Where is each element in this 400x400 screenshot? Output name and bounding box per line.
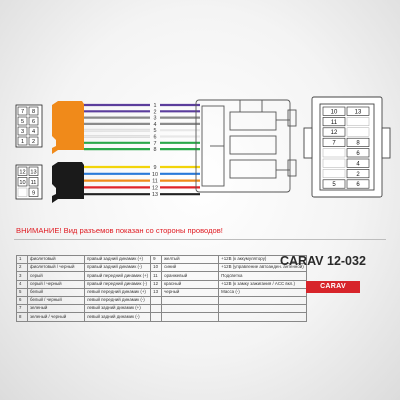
bottom-grid-pin: [29, 167, 38, 176]
black-iso-connector: [52, 162, 84, 203]
table-cell: [219, 296, 307, 304]
wire-number: 7: [153, 140, 157, 147]
table-cell: Подсветка: [219, 272, 307, 280]
divider: [14, 239, 386, 240]
car-grid-pin-label: 13: [354, 109, 362, 116]
top-grid-pin: [29, 117, 38, 125]
wire-number: 11: [152, 178, 158, 185]
table-cell: зеленый: [28, 305, 85, 313]
table-cell: 2: [17, 264, 28, 272]
bottom-grid-pin-label: 9: [31, 190, 36, 197]
top-grid-pin-label: 7: [20, 109, 25, 116]
top-grid-pin: [29, 137, 38, 145]
table-cell: [162, 313, 219, 321]
wire-number: 12: [152, 185, 158, 192]
car-grid-pin: [323, 107, 345, 115]
wire-number: 6: [153, 134, 157, 141]
wire-number: 2: [153, 109, 157, 116]
table-cell: белый: [28, 288, 85, 296]
table-row: [17, 280, 307, 288]
top-grid-pin: [18, 117, 27, 125]
car-grid-pin: [347, 159, 369, 167]
table-cell: белый / черный: [28, 296, 85, 304]
wire-number: 13: [152, 192, 158, 199]
table-cell: оранжевый: [162, 272, 219, 280]
table-cell: 12: [151, 280, 162, 288]
table-cell: 4: [17, 280, 28, 288]
car-grid-pin: [347, 138, 369, 146]
table-row: [17, 313, 307, 321]
car-grid-pin: [347, 169, 369, 177]
table-cell: 6: [17, 296, 28, 304]
bottom-grid-pin-label: 10: [19, 179, 26, 186]
car-grid-pin-label: 2: [356, 171, 360, 178]
car-grid-pin-label: 5: [332, 182, 336, 189]
table-cell: желтый: [162, 256, 219, 264]
table-row: [17, 264, 307, 272]
table-cell: [151, 296, 162, 304]
table-cell: [219, 313, 307, 321]
table-cell: синий: [162, 264, 219, 272]
table-cell: 5: [17, 288, 28, 296]
table-cell: правый задний динамик (-): [85, 264, 151, 272]
top-grid-pin-label: 1: [20, 139, 25, 146]
top-grid-pin: [29, 127, 38, 135]
table-cell: фиолетовый: [28, 256, 85, 264]
table-cell: 13: [151, 288, 162, 296]
car-grid-pin-label: 12: [330, 130, 338, 137]
table-cell: +12В (управление автоанден. антенной): [219, 264, 307, 272]
bottom-grid-pin: [18, 178, 27, 187]
car-grid-pin-label: 6: [356, 151, 360, 157]
model-title: CARAV 12-032: [280, 254, 366, 268]
table-cell: 9: [151, 256, 162, 264]
bottom-grid-pin-label: 11: [30, 179, 37, 186]
bottom-grid-pin-label: 13: [30, 169, 37, 176]
table-cell: серый: [28, 272, 85, 280]
car-grid-pin: [323, 138, 345, 146]
top-grid-pin: [18, 127, 27, 135]
table-cell: черный: [162, 288, 219, 296]
table-cell: правый задний динамик (+): [85, 256, 151, 264]
top-grid-pin: [18, 107, 27, 115]
bottom-grid-pin: [29, 178, 38, 187]
car-grid-pin-label: 10: [330, 109, 338, 116]
car-grid-pin-label: 4: [356, 161, 360, 168]
warning-text: ВНИМАНИЕ! Вид разъемов показан со стороны проводов!: [16, 226, 223, 235]
car-grid-pin: [347, 180, 369, 188]
orange-iso-connector: [52, 101, 84, 154]
table-cell: левый задний динамик (+): [85, 305, 151, 313]
top-grid-pin-label: 3: [20, 129, 25, 136]
table-cell: 8: [17, 313, 28, 321]
car-grid-pin-label: 8: [356, 140, 360, 147]
bottom-grid-pin-label: 12: [19, 169, 26, 176]
table-cell: [219, 305, 307, 313]
car-plug-outline: [196, 100, 296, 192]
table-cell: [162, 296, 219, 304]
table-cell: правый передний динамик (+): [85, 272, 151, 280]
table-cell: 10: [151, 264, 162, 272]
car-grid-pin: [347, 107, 369, 115]
table-cell: 7: [17, 305, 28, 313]
table-cell: фиолетовый / черный: [28, 264, 85, 272]
table-cell: левый передний динамик (+): [85, 288, 151, 296]
car-connector-face: [304, 97, 390, 197]
car-grid-pin-label: 7: [332, 140, 336, 147]
table-cell: левый передний динамик (-): [85, 296, 151, 304]
car-grid-pin: [323, 180, 345, 188]
bottom-grid-pin: [29, 188, 38, 197]
wire-5: [84, 129, 200, 131]
wire-number: 5: [153, 128, 157, 135]
table-cell: 11: [151, 272, 162, 280]
table-cell: красный: [162, 280, 219, 288]
top-grid-pin: [18, 137, 27, 145]
wire-number: 4: [153, 121, 157, 128]
table-row: [17, 288, 307, 296]
table-cell: 1: [17, 256, 28, 264]
table-cell: правый передний динамик (-): [85, 280, 151, 288]
bottom-grid-pin: [18, 167, 27, 176]
car-grid-pin: [323, 117, 345, 125]
wire-number: 10: [152, 171, 158, 178]
top-grid-pin-label: 6: [31, 119, 36, 126]
table-cell: [151, 305, 162, 313]
car-grid-pin: [347, 149, 369, 157]
table-cell: +12В (к замку зажигания / ACC вкл.): [219, 280, 307, 288]
wire-6: [84, 135, 200, 137]
top-grid-pin-label: 4: [31, 129, 36, 136]
pin-table: [16, 255, 307, 322]
wire-number: 8: [153, 147, 157, 154]
table-row: [17, 272, 307, 280]
bottom-pin-grid: [16, 165, 42, 199]
table-row: [17, 305, 307, 313]
car-grid-pin: [323, 128, 345, 136]
wire-number: 3: [153, 115, 157, 122]
table-cell: серый / черный: [28, 280, 85, 288]
table-cell: +12В (к аккумулятору): [219, 256, 307, 264]
table-row: [17, 256, 307, 264]
top-grid-pin-label: 8: [31, 109, 36, 116]
top-pin-grid: [16, 105, 42, 147]
top-grid-pin: [29, 107, 38, 115]
wire-number-labels: [152, 103, 158, 198]
table-cell: [162, 305, 219, 313]
table-cell: [151, 313, 162, 321]
wire-number: 1: [153, 103, 157, 109]
top-grid-pin-label: 2: [31, 139, 36, 146]
wire-harness: [84, 105, 200, 194]
wire-number: 9: [153, 165, 157, 171]
table-row: [17, 296, 307, 304]
table-cell: левый задний динамик (-): [85, 313, 151, 321]
car-grid-pin-label: 6: [356, 182, 360, 189]
table-cell: 3: [17, 272, 28, 280]
table-cell: зеленый / черный: [28, 313, 85, 321]
top-grid-pin-label: 5: [20, 119, 25, 126]
car-grid-pin-label: 11: [330, 119, 338, 126]
carav-logo: CARAV: [306, 281, 360, 293]
table-cell: Масса (-): [219, 288, 307, 296]
